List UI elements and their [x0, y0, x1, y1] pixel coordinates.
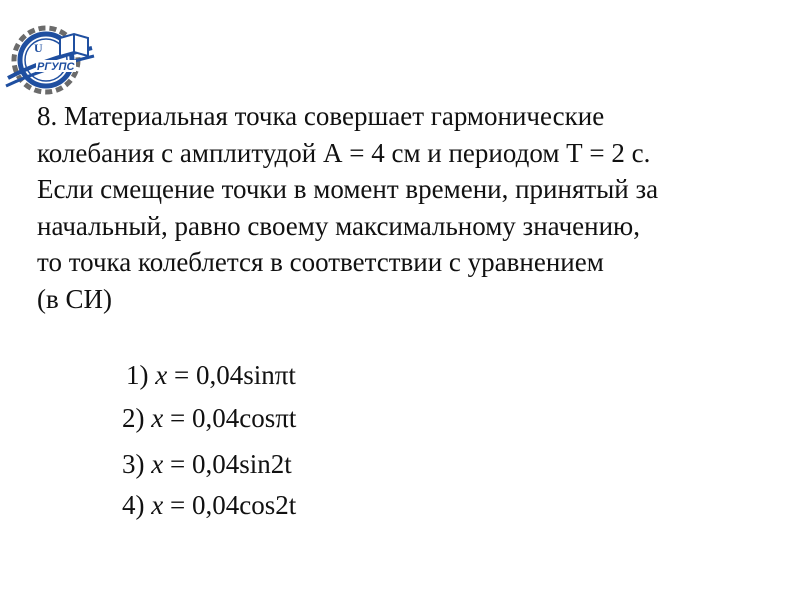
option-formula: = 0,04sinπt	[173, 360, 296, 390]
question-line: колебания с амплитудой А = 4 см и периодом Т = 2 с.	[37, 137, 651, 168]
option-variable: x	[155, 360, 168, 390]
question-line: начальный, равно своему максимальному значению,	[37, 210, 640, 241]
option-variable: x	[151, 449, 164, 479]
option-number: 2)	[122, 403, 145, 433]
option-number: 1)	[126, 360, 149, 390]
answer-option-1[interactable]	[126, 360, 296, 391]
answer-option-2[interactable]	[122, 403, 296, 434]
question-line: то точка колеблется в соответствии с уравнением	[37, 247, 604, 277]
answer-option-3[interactable]	[122, 449, 292, 480]
university-emblem-icon	[2, 8, 98, 98]
question-text	[37, 98, 777, 317]
question-line: 8. Материальная точка совершает гармонические	[37, 101, 605, 131]
option-variable: x	[151, 490, 164, 520]
option-variable: x	[151, 403, 164, 433]
answer-option-4[interactable]	[122, 490, 296, 521]
option-formula: = 0,04cosπt	[169, 403, 297, 433]
option-number: 3)	[122, 449, 145, 479]
university-logo	[2, 8, 98, 98]
option-formula: = 0,04cos2t	[169, 490, 297, 520]
option-number: 4)	[122, 490, 145, 520]
logo-text: РГУПС	[37, 61, 75, 73]
svg-text:U: U	[34, 41, 43, 55]
question-line: (в СИ)	[37, 283, 112, 314]
option-formula: = 0,04sin2t	[169, 449, 292, 479]
question-line: Если смещение точки в момент времени, принятый за	[37, 174, 659, 204]
